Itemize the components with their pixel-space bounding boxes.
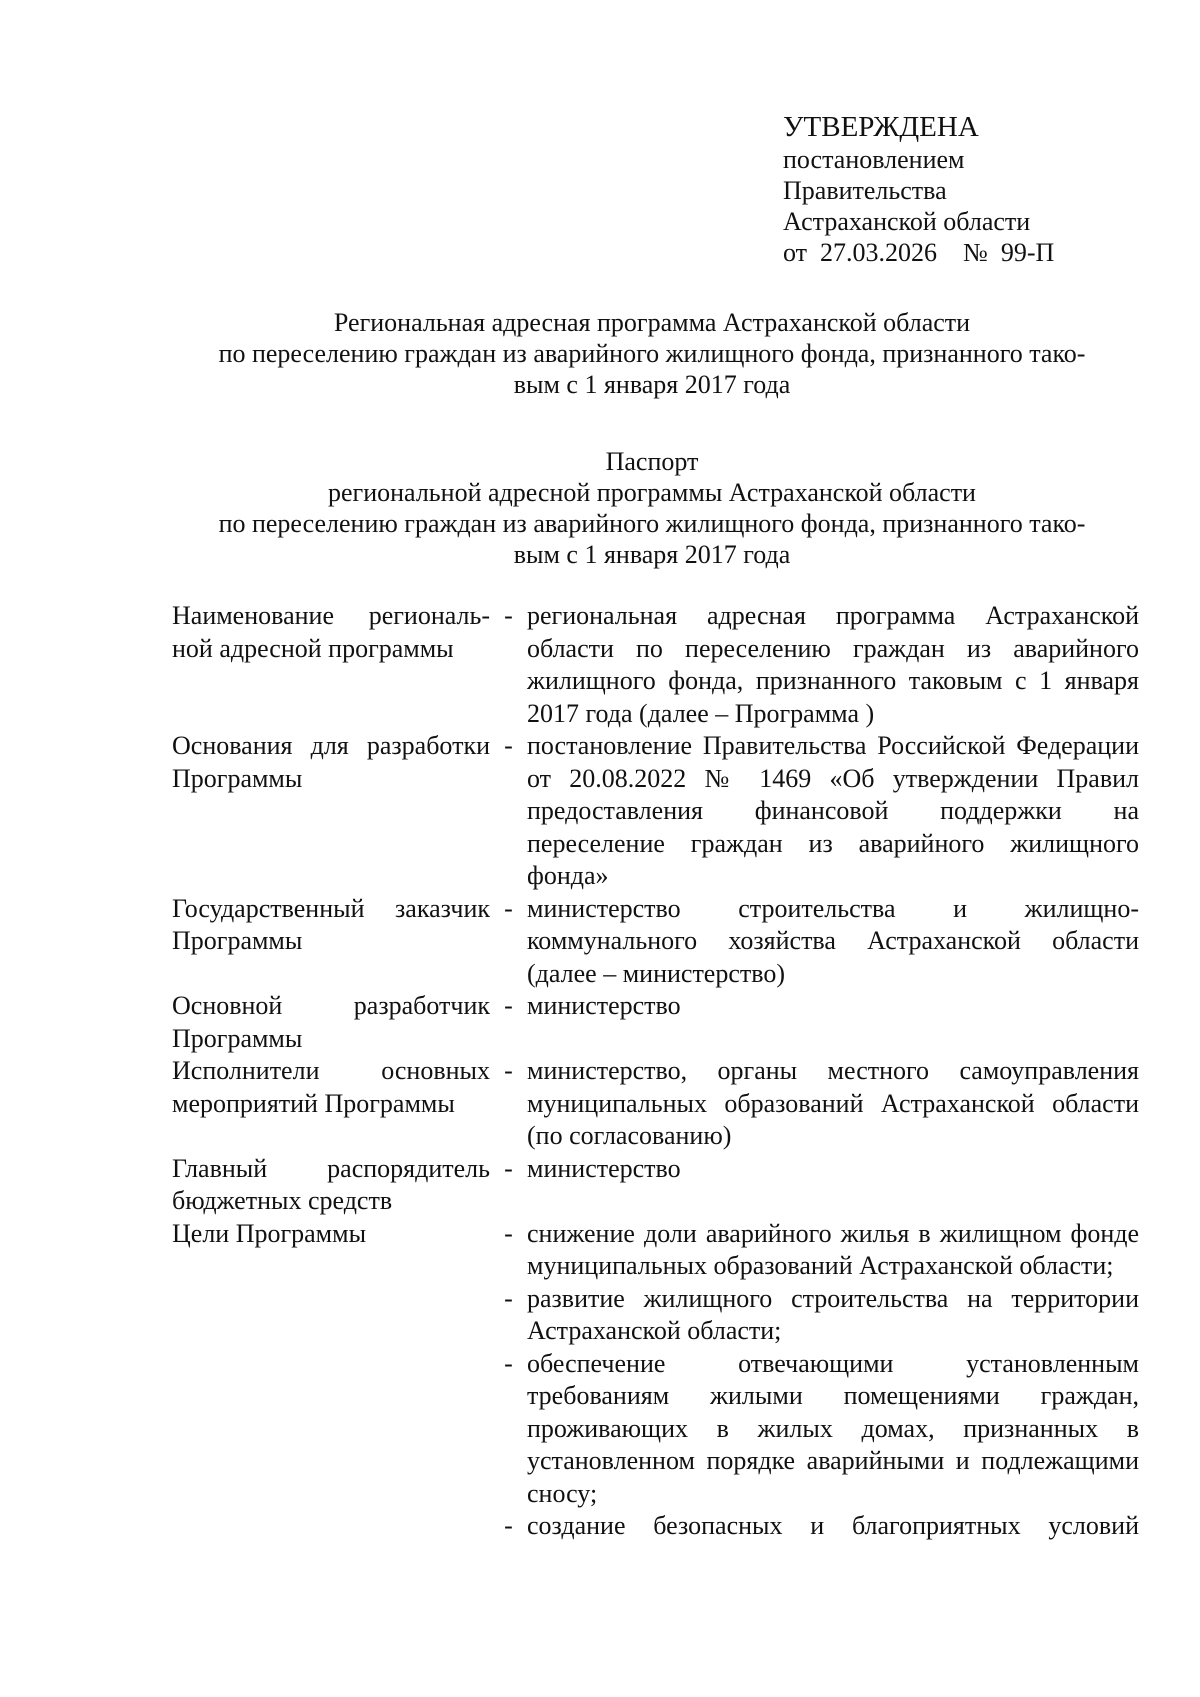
approval-line-3: Астраханской области (783, 207, 1031, 236)
goal-text: создание безопасных и благоприятных условий (527, 1511, 1139, 1540)
passport-row-name (172, 600, 1145, 730)
row-label: Главный распорядитель бюджетных средств (172, 1153, 490, 1215)
passport-row-budget-manager (172, 1153, 1145, 1218)
program-title-line-3: вым с 1 января 2017 года (513, 370, 791, 399)
goals-list (504, 1218, 1139, 1543)
goal-item (504, 1218, 1139, 1283)
row-label: Государственный заказчик Программы (172, 893, 490, 955)
passport-title-line-4: вым с 1 января 2017 года (513, 540, 791, 569)
approval-stamp (783, 110, 1054, 268)
program-title (172, 307, 1132, 400)
program-title-line-2: по переселению граждан из аварийного жилищного фонда, признанного тако- (218, 339, 1086, 368)
approval-date-row (783, 237, 1054, 268)
row-value: региональная адресная программа Астраханской области по переселению граждан из аварийного жилищного фонда, признанного таковым с 1 января 2017 года (далее – Программа ) (527, 601, 1139, 728)
goal-bullet: - (504, 1283, 513, 1313)
row-separator: - (504, 601, 513, 630)
row-value: министерство, органы местного самоуправления муниципальных образований Астраханской области (по согласованию) (527, 1056, 1139, 1150)
row-value: министерство строительства и жилищно-коммунального хозяйства Астраханской области (далее – министерство) (527, 893, 1139, 988)
goal-item (504, 1283, 1139, 1348)
goal-text: обеспечение отвечающими установленным требованиям жилыми помещениями граждан, проживающих в жилых домах, признанных в установленном порядке аварийными и подлежащими сносу; (527, 1348, 1139, 1508)
passport-title-line-2: региональной адресной программы Астраханской области (328, 478, 976, 507)
passport-row-executors (172, 1055, 1145, 1153)
goal-bullet: - (504, 1511, 513, 1540)
passport-row-customer (172, 893, 1145, 991)
goal-text: снижение доли аварийного жилья в жилищном фонде муниципальных образований Астраханской области; (527, 1218, 1139, 1280)
row-label: Цели Программы (172, 1218, 367, 1248)
passport-row-basis (172, 730, 1145, 893)
goal-item (504, 1510, 1139, 1543)
goal-text: развитие жилищного строительства на территории Астраханской области; (527, 1283, 1139, 1345)
row-separator: - (504, 893, 513, 923)
approval-line-2: Правительства (783, 176, 947, 205)
program-title-line-1: Региональная адресная программа Астраханской области (333, 308, 971, 337)
goal-bullet: - (504, 1218, 513, 1248)
row-value: постановление Правительства Российской Федерации от 20.08.2022 № 1469 «Об утверждении Правил предоставления финансовой поддержки на переселение граждан из аварийного жилищного фонда» (527, 731, 1139, 890)
row-separator: - (504, 1056, 513, 1085)
passport-title-line-1: Паспорт (605, 447, 699, 476)
row-label: Основания для разработки Программы (172, 731, 490, 793)
row-value: министерство (527, 1153, 681, 1183)
row-label: Наименование региональ- ной адресной программы (172, 601, 490, 663)
row-label: Основной разработчик Программы (172, 991, 490, 1053)
goal-bullet: - (504, 1348, 513, 1378)
row-separator: - (504, 991, 513, 1020)
row-value: министерство (527, 991, 681, 1020)
passport-table (172, 600, 1145, 1543)
approval-title: УТВЕРЖДЕНА (783, 111, 979, 143)
passport-row-developer (172, 990, 1145, 1055)
row-label: Исполнители основных мероприятий Программы (172, 1056, 490, 1118)
row-separator: - (504, 731, 513, 760)
approval-date-prefix: от (783, 238, 808, 267)
passport-row-goals (172, 1218, 1145, 1543)
passport-title (172, 446, 1132, 570)
approval-number-sign: № (963, 238, 988, 267)
goal-item (504, 1348, 1139, 1511)
passport-title-line-3: по переселению граждан из аварийного жилищного фонда, признанного тако- (218, 509, 1086, 538)
approval-date: 27.03.2026 (820, 238, 938, 267)
approval-number: 99-П (1000, 238, 1055, 267)
row-separator: - (504, 1153, 513, 1183)
approval-line-1: постановлением (783, 145, 965, 174)
